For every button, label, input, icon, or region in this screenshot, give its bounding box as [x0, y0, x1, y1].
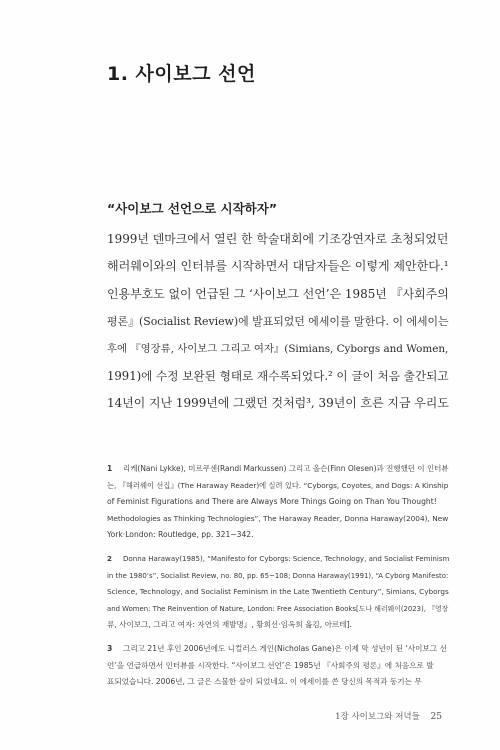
footnote-line: 리케(Nani Lykke), 미르쿠센(Randi Markussen) 그리고 올슨(Finn Olesen)과 진행했던 이 인터뷰	[123, 464, 449, 473]
body-line: 1991)에 수정 보완된 형태로 재수록되었다.² 이 글이 처음 출간되고	[107, 368, 449, 383]
chapter-title: 1. 사이보그 선언	[107, 63, 256, 85]
footnote-2	[107, 551, 452, 634]
footnote-line: Donna Haraway(1985), “Manifesto for Cyborgs: Science, Technology, and Socialist Feminism	[123, 553, 450, 563]
running-title: 1장 사이보그와 저녁들	[335, 712, 420, 722]
body-line: 해러웨이와의 인터뷰를 시작하면서 대담자들은 이렇게 제안한다.¹	[107, 259, 449, 274]
section-heading: “사이보그 선언으로 시작하자”	[107, 201, 278, 216]
footnote-line: of Feminist Figurations and There are Always More Things Going on Than You Thought!	[107, 497, 437, 507]
footnote-line: Methodologies as Thinking Technologies”, The Haraway Reader, Donna Haraway(2004), New	[107, 513, 449, 523]
body-line: 평론』(Socialist Review)에 발표되었던 에세이를 말한다. 이 에세이는	[107, 315, 449, 329]
body-line: 인용부호도 없이 언급된 그 ‘사이보그 선언’은 1985년 『사회주의	[107, 286, 449, 301]
body-line: 14년이 지난 1999년에 그랬던 것처럼³, 39년이 흐른 지금 우리도	[107, 396, 449, 411]
footnote-line: in the 1980’s”, Socialist Review, no. 80, pp. 65~108; Donna Haraway(1991), “A Cyborg Manifesto:	[107, 571, 449, 580]
body-line: 후에 『영장류, 사이보그 그리고 여자』(Simians, Cyborgs and Women,	[107, 342, 449, 355]
footnote-line: 는, 『해러웨이 선집』(The Haraway Reader)에 실려 있다. “Cyborgs, Coyotes, and Dogs: A Kinship	[107, 480, 449, 490]
page-number: 25	[430, 712, 442, 722]
body-line: 1999년 덴마크에서 열린 한 학술대회에 기조강연자로 초청되었던	[107, 232, 449, 246]
footnote-line: Science, Technology, and Socialist Feminism in the Late Twentieth Century”, Simians, Cyborgs	[107, 587, 449, 597]
footnote-line: 류, 사이보그, 그리고 여자: 자연의 재발명』, 황희선·임옥희 옮김, 아르테].	[107, 620, 352, 630]
footnote-1	[107, 461, 452, 544]
footnote-line: 그리고 21년 후인 2006년에도 니컬러스 게인(Nicholas Gane)은 이제 막 성년이 된 ‘사이보그 선	[123, 643, 447, 653]
footnote-3	[107, 641, 452, 691]
footnote-line: 표되었습니다. 2006년, 그 글은 스물한 살이 되었네요. 이 에세이를 쓴 당신의 목적과 동기는 무	[107, 677, 422, 687]
footnote-number: 1	[107, 464, 113, 473]
footnotes	[107, 461, 452, 698]
running-footer	[335, 710, 442, 722]
footnote-line: and Women: The Reinvention of Nature, London: Free Association Books[도나 해러웨이(2023), 『영장	[107, 604, 449, 613]
footnote-line: 언’을 언급하면서 인터뷰를 시작한다. “사이보그 선언’은 1985년 『사회주의 평론』에 처음으로 발	[107, 660, 434, 670]
body-text	[107, 226, 452, 418]
footnote-number: 2	[107, 553, 112, 563]
footnote-line: York·London: Routledge, pp. 321~342.	[107, 530, 254, 540]
footnote-number: 3	[107, 643, 113, 653]
